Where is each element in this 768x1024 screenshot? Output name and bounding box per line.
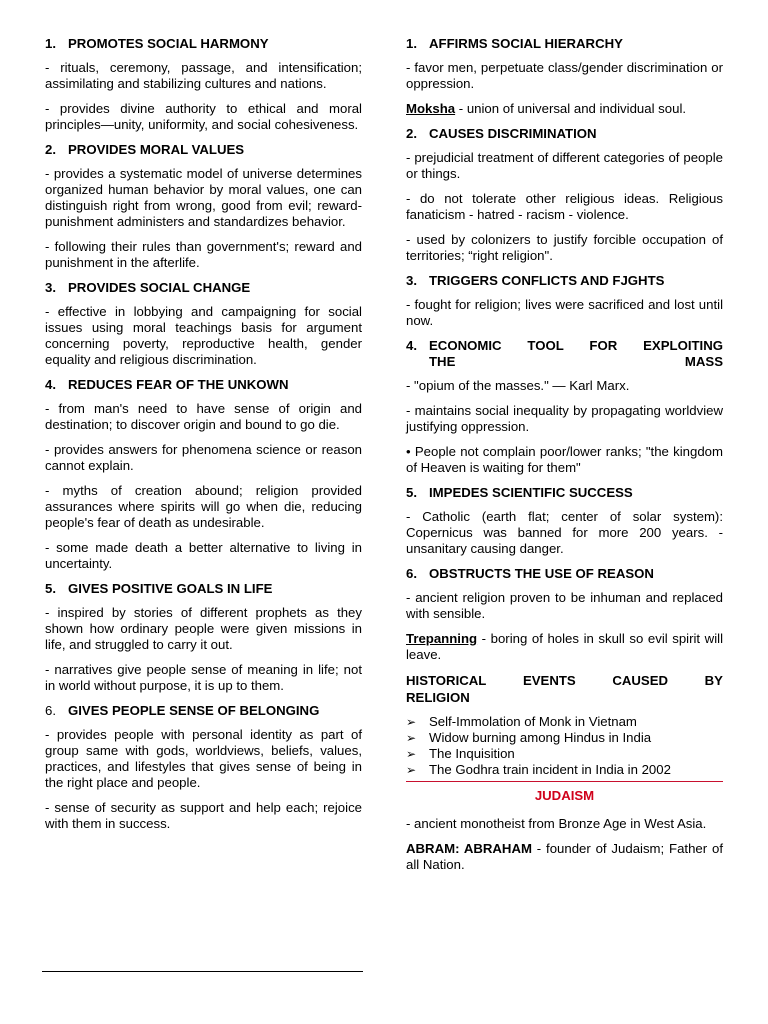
section-title-line2: THE MASS (429, 354, 723, 369)
left-column (45, 36, 362, 841)
arrow-bullet-icon: ➢ (406, 731, 417, 745)
bottom-divider (42, 971, 363, 972)
heading-word: HISTORICAL (406, 673, 487, 688)
paragraph: • People not complain poor/lower ranks; "the kingdom of Heaven is waiting for them" (406, 444, 723, 475)
definition-trepanning (406, 631, 723, 663)
paragraph: - rituals, ceremony, passage, and intensification; assimilating and stabilizing cultures and nations. (45, 60, 362, 91)
list-item-text: Widow burning among Hindus in India (429, 730, 652, 745)
historical-events-heading (406, 672, 723, 706)
paragraph: - inspired by stories of different prophets as they shown how ordinary people were given missions in life, and struggled to carry it out. (45, 605, 362, 652)
list-item-text: The Godhra train incident in India in 2002 (429, 762, 671, 777)
term-definition: - union of universal and individual soul. (455, 101, 687, 116)
section-number: 3. (45, 280, 56, 295)
heading-line2: RELIGION (406, 690, 470, 705)
section-heading-causes-discrimination (406, 126, 723, 142)
section-title: PROMOTES SOCIAL HARMONY (68, 36, 269, 51)
list-item-text: The Inquisition (429, 746, 515, 761)
section-number: 6. (45, 703, 56, 718)
section-number: 4. (406, 338, 417, 353)
section-title: PROVIDES MORAL VALUES (68, 142, 245, 157)
paragraph: - some made death a better alternative to living in uncertainty. (45, 540, 362, 571)
paragraph: - myths of creation abound; religion provided assurances where spirits will go when die, reducing people's fear of death as undesirable. (45, 483, 362, 530)
section-heading-positive-goals (45, 581, 362, 597)
section-number: 2. (406, 126, 417, 141)
heading-word: CAUSED (612, 673, 669, 688)
paragraph: - provides divine authority to ethical and moral principles—unity, uniformity, and social cohesiveness. (45, 101, 362, 132)
paragraph: - from man's need to have sense of origin and destination; to discover origin and bound to go die. (45, 401, 362, 432)
section-title (429, 338, 723, 370)
term-definition: - founder of Judaism; Father of all Nation. (406, 841, 723, 872)
section-heading-provides-social-change (45, 280, 362, 296)
section-title: TRIGGERS CONFLICTS AND FJGHTS (429, 273, 665, 288)
paragraph: - following their rules than government's; reward and punishment in the afterlife. (45, 239, 362, 270)
list-item (406, 714, 723, 730)
list-item (406, 746, 723, 762)
section-heading-promotes-social-harmony (45, 36, 362, 52)
paragraph: - fought for religion; lives were sacrificed and lost until now. (406, 297, 723, 328)
section-number: 4. (45, 377, 56, 392)
section-title: GIVES PEOPLE SENSE OF BELONGING (68, 703, 320, 718)
term: Trepanning (406, 631, 478, 646)
paragraph: - narratives give people sense of meaning in life; not in world without purpose, it is up to them. (45, 662, 362, 693)
section-title: PROVIDES SOCIAL CHANGE (68, 280, 251, 295)
list-item (406, 730, 723, 746)
section-number: 3. (406, 273, 417, 288)
paragraph: - provides answers for phenomena science or reason cannot explain. (45, 442, 362, 473)
section-heading-provides-moral-values (45, 142, 362, 158)
historical-events-list (406, 714, 723, 778)
definition-moksha (406, 101, 723, 117)
paragraph: - sense of security as support and help each; rejoice with them in success. (45, 800, 362, 831)
arrow-bullet-icon: ➢ (406, 715, 417, 729)
section-title: AFFIRMS SOCIAL HIERARCHY (429, 36, 623, 51)
list-item-text: Self-Immolation of Monk in Vietnam (429, 714, 637, 729)
section-heading-affirms-social-hierarchy (406, 36, 723, 52)
paragraph: - maintains social inequality by propagating worldview justifying oppression. (406, 403, 723, 434)
section-title-line1: ECONOMIC TOOL FOR EXPLOITING (429, 338, 723, 353)
section-title: REDUCES FEAR OF THE UNKOWN (68, 377, 289, 392)
section-number: 1. (45, 36, 56, 51)
section-heading-sense-of-belonging (45, 703, 362, 719)
definition-abraham (406, 841, 723, 873)
paragraph: - provides a systematic model of universe determines organized human behavior by moral values, one can distinguish right from wrong, good from evil; reward- punishment administers and standardizes behavior. (45, 166, 362, 229)
section-title: CAUSES DISCRIMINATION (429, 126, 597, 141)
paragraph: - provides people with personal identity as part of group same with gods, worldviews, beliefs, values, practices, and lifestyles that gives sense of being in the right place and people. (45, 727, 362, 790)
paragraph: - "opium of the masses." — Karl Marx. (406, 378, 630, 393)
section-title: IMPEDES SCIENTIFIC SUCCESS (429, 485, 633, 500)
section-heading-impedes-scientific-success (406, 485, 723, 501)
heading-word: EVENTS (522, 673, 576, 688)
term-definition: - boring of holes in skull so evil spirit will leave. (406, 631, 723, 662)
section-number: 2. (45, 142, 56, 157)
paragraph: - ancient religion proven to be inhuman and replaced with sensible. (406, 590, 723, 621)
heading-word: BY (704, 673, 723, 688)
section-number: 5. (45, 581, 56, 596)
section-title: OBSTRUCTS THE USE OF REASON (429, 566, 654, 581)
right-column (406, 36, 723, 882)
paragraph: - used by colonizers to justify forcible occupation of territories; “right religion". (406, 232, 723, 263)
section-title: GIVES POSITIVE GOALS IN LIFE (68, 581, 273, 596)
paragraph: - effective in lobbying and campaigning for social issues using moral teachings basis for argument concerning poverty, reproductive health, gender equality and religious discrimination. (45, 304, 362, 367)
section-heading-triggers-conflicts (406, 273, 723, 289)
term: ABRAM: ABRAHAM (406, 841, 532, 856)
term: Moksha (406, 101, 456, 116)
red-divider (406, 781, 723, 782)
section-number: 5. (406, 485, 417, 500)
paragraph: - Catholic (earth flat; center of solar system): Copernicus was banned for more 200 years. - unsanitary causing danger. (406, 509, 723, 556)
heading-line1 (406, 672, 723, 689)
section-heading-economic-tool (406, 338, 723, 370)
arrow-bullet-icon: ➢ (406, 763, 417, 777)
section-heading-obstructs-reason (406, 566, 723, 582)
section-number: 1. (406, 36, 417, 51)
section-heading-reduces-fear (45, 377, 362, 393)
section-number: 6. (406, 566, 417, 581)
paragraph: - ancient monotheist from Bronze Age in West Asia. (406, 816, 707, 831)
judaism-heading: JUDAISM (534, 788, 595, 803)
paragraph: - prejudicial treatment of different categories of people or things. (406, 150, 723, 181)
arrow-bullet-icon: ➢ (406, 747, 417, 761)
list-item (406, 762, 723, 778)
paragraph: - favor men, perpetuate class/gender discrimination or oppression. (406, 60, 723, 91)
paragraph: - do not tolerate other religious ideas. Religious fanaticism - hatred - racism - violence. (406, 191, 723, 222)
